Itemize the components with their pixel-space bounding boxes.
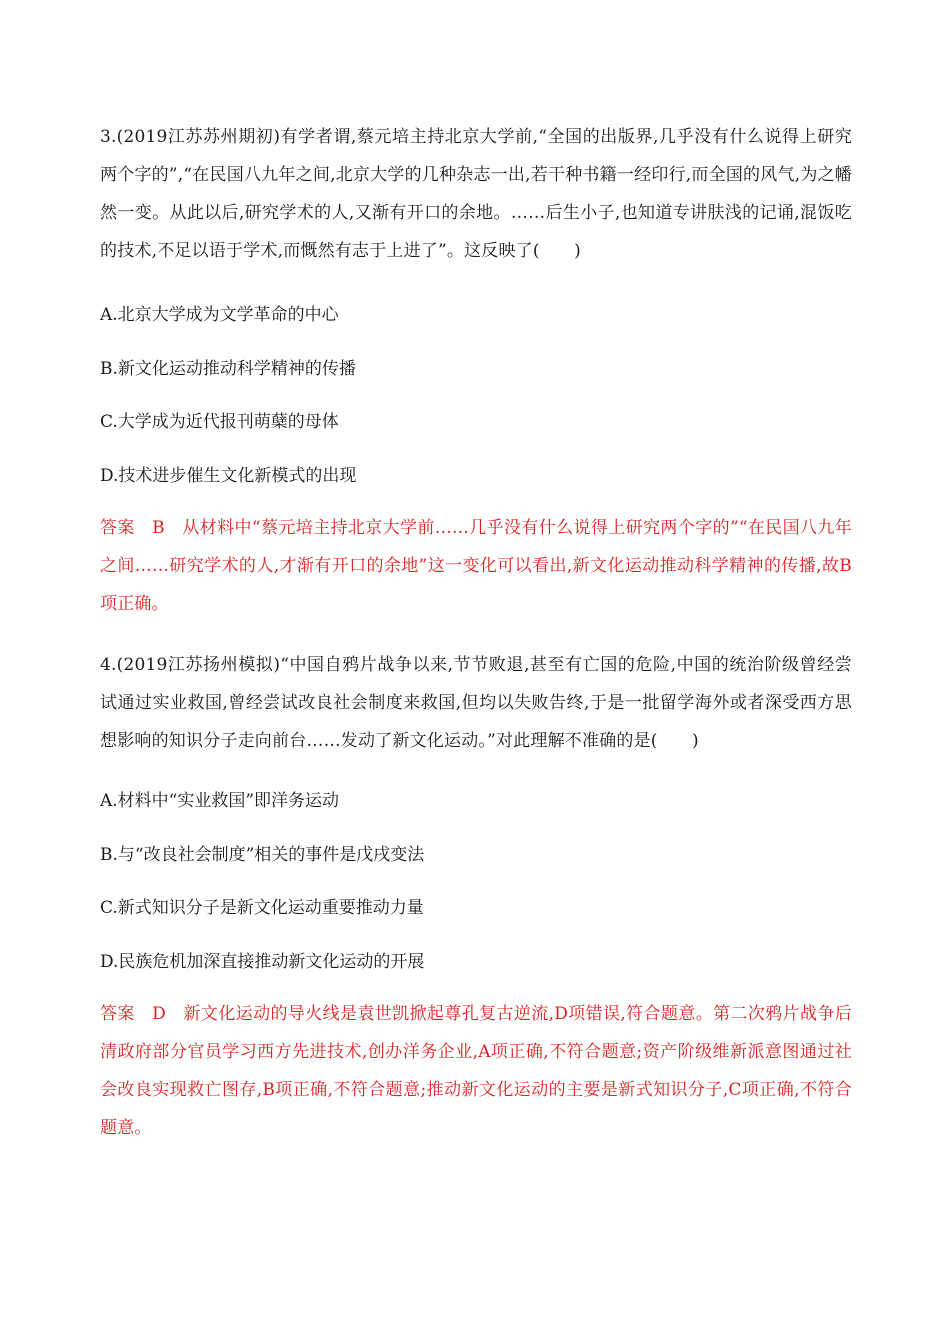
question-4-option-b: B.与“改良社会制度”相关的事件是戊戌变法 (100, 845, 425, 865)
question-4-option-a: A.材料中“实业救国”即洋务运动 (100, 791, 340, 811)
question-4-option-c: C.新式知识分子是新文化运动重要推动力量 (100, 898, 424, 918)
question-3-option-a: A.北京大学成为文学革命的中心 (100, 305, 339, 325)
question-3-stem: 3.(2019江苏苏州期初)有学者谓,蔡元培主持北京大学前,“全国的出版界,几乎没有什么说得上研究两个字的”,“在民国八九年之间,北京大学的几种杂志一出,若干种书籍一经印行,而全国的风气,为之幡然一变。从此以后,研究学术的人,又渐有开口的余地。……后生小子,也知道专讲肤浅的记诵,混饭吃的技术,不足以语于学术,而慨然有志于上进了”。这反映了( ) (100, 127, 852, 261)
question-3-option-c: C.大学成为近代报刊萌蘖的母体 (100, 412, 339, 432)
question-4-answer: 答案 D 新文化运动的导火线是袁世凯掀起尊孔复古逆流,D项错误,符合题意。第二次鸦片战争后清政府部分官员学习西方先进技术,创办洋务企业,A项正确,不符合题意;资产阶级维新派意图通过社会改良实现救亡图存,B项正确,不符合题意;推动新文化运动的主要是新式知识分子,C项正确,不符合题意。 (100, 1004, 852, 1138)
question-4-option-d: D.民族危机加深直接推动新文化运动的开展 (100, 952, 425, 972)
question-3-answer: 答案 B 从材料中“蔡元培主持北京大学前……几乎没有什么说得上研究两个字的”“在民国八九年之间……研究学术的人,才渐有开口的余地”这一变化可以看出,新文化运动推动科学精神的传播,故B项正确。 (100, 518, 852, 614)
question-3-option-b: B.新文化运动推动科学精神的传播 (100, 359, 356, 379)
question-3-option-d: D.技术进步催生文化新模式的出现 (100, 466, 357, 486)
question-4-stem: 4.(2019江苏扬州模拟)“中国自鸦片战争以来,节节败退,甚至有亡国的危险,中国的统治阶级曾经尝试通过实业救国,曾经尝试改良社会制度来救国,但均以失败告终,于是一批留学海外或者深受西方思想影响的知识分子走向前台……发动了新文化运动。”对此理解不准确的是( ) (100, 655, 852, 751)
